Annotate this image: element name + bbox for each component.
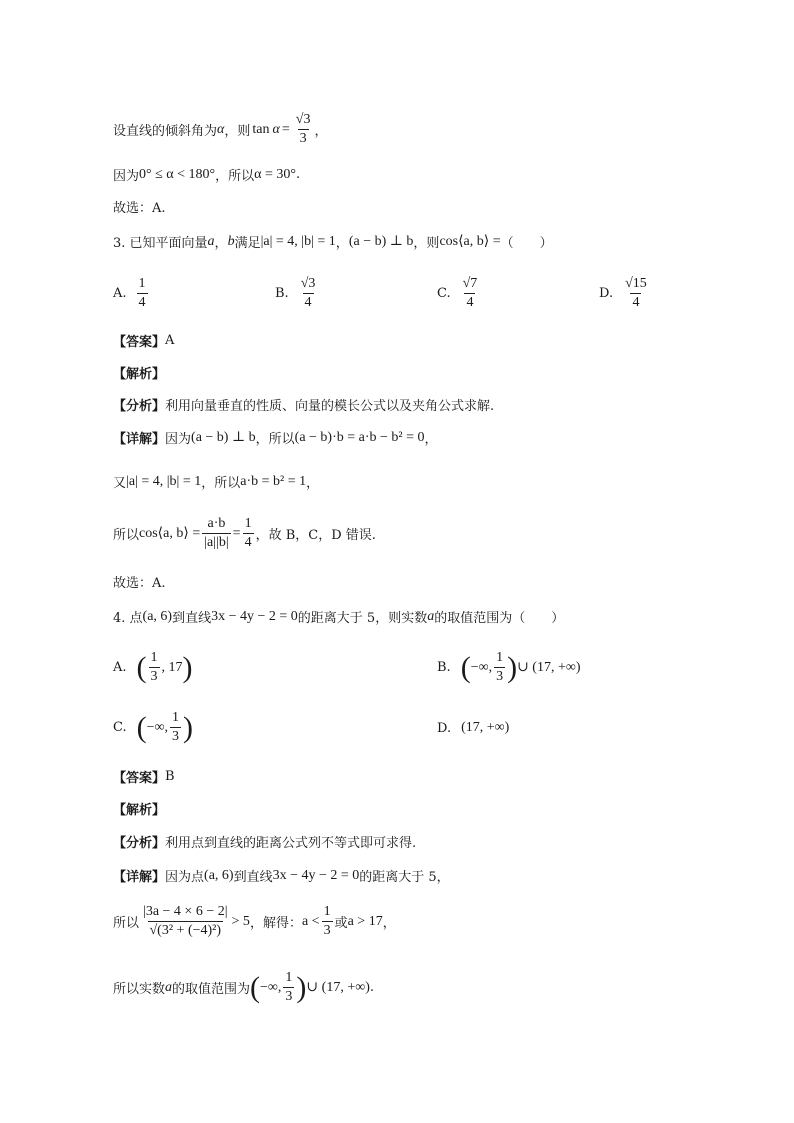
text: ，则: [413, 236, 440, 251]
option-fraction: [623, 276, 649, 311]
perpendicular-condition: (a − b) ⊥ b: [348, 234, 414, 249]
option-label: A.: [113, 286, 127, 301]
text: 设直线的倾斜角为: [113, 124, 218, 139]
option-label: D.: [599, 286, 614, 301]
final-fraction: [283, 970, 294, 1005]
tan-function: tan: [252, 121, 270, 137]
fraction-denominator: 4: [466, 295, 474, 310]
detail-line-2: [113, 904, 396, 939]
text: 又: [113, 476, 127, 491]
right-paren: ): [296, 970, 307, 1004]
equals-sign: =: [232, 525, 241, 541]
text: 所以: [113, 916, 140, 931]
right-paren: ): [507, 650, 518, 684]
cos-fraction: [202, 516, 230, 551]
detail-line-1: [113, 866, 450, 885]
fraction-numerator: 1: [172, 710, 180, 725]
text: 因为: [113, 169, 140, 184]
point: (a, 6): [204, 867, 234, 883]
text: ，所以: [201, 476, 241, 491]
xiangjie-tag: 【详解】: [113, 870, 166, 885]
fenxi-text: 利用点到直线的距离公式列不等式即可求得.: [165, 836, 417, 851]
fraction-denominator: 4: [632, 295, 640, 310]
fraction-numerator: 1: [285, 970, 293, 985]
text: 所以: [113, 528, 140, 543]
text: 3. 已知平面向量: [113, 236, 208, 251]
fraction-numerator: 1: [496, 650, 504, 665]
interval-tail: ∪ (17, +∞): [306, 980, 370, 995]
text: 因为点: [165, 870, 205, 885]
option-c: [113, 710, 193, 745]
variable-a: a: [427, 608, 435, 624]
dot-product-equation: (a − b)·b = a·b − b² = 0: [294, 429, 425, 445]
fraction-denominator: √(3² + (−4)²): [149, 923, 222, 938]
option-d: [437, 720, 509, 736]
right-paren: ): [182, 650, 193, 684]
fraction-numerator: |3a − 4 × 6 − 2|: [143, 904, 228, 919]
text: ，: [306, 476, 320, 491]
option-d: [599, 276, 651, 311]
option-label: C.: [113, 720, 127, 735]
text: 满足: [234, 236, 261, 251]
alpha-symbol: α: [272, 121, 280, 137]
left-paren: (: [136, 710, 147, 744]
analysis-summary: [113, 832, 416, 851]
interval-head: −∞,: [260, 979, 282, 995]
inequality: 0° ≤ α < 180°: [139, 166, 216, 182]
perpendicular-condition: (a − b) ⊥ b: [191, 430, 256, 445]
cos-expression: cos⟨a, b⟩ =: [439, 234, 501, 249]
fraction-denominator: 3: [496, 669, 504, 684]
fenxi-text: 利用向量垂直的性质、向量的模长公式以及夹角公式求解.: [165, 399, 495, 414]
text: 到直线: [233, 870, 273, 885]
option-fraction: [137, 276, 148, 311]
variable-a: a: [165, 979, 173, 995]
choose-line: 故选：A.: [113, 201, 166, 216]
text: ，: [335, 236, 349, 251]
answer-tag: 【答案】: [113, 335, 166, 350]
option-label: B.: [275, 286, 289, 301]
analysis-tag: 【解析】: [113, 367, 166, 382]
point: (a, 6): [142, 608, 173, 624]
detail-line-3: [113, 970, 374, 1005]
text: 所以实数: [113, 982, 166, 997]
fraction-numerator: a·b: [207, 516, 226, 531]
solution-2: a > 17: [347, 913, 383, 929]
fraction-numerator: √7: [462, 276, 478, 291]
answer-tag: 【答案】: [113, 771, 166, 786]
interval-head: −∞,: [146, 719, 169, 735]
answer-value: B: [165, 769, 175, 784]
fraction-denominator: 4: [304, 295, 312, 310]
fraction-numerator: 1: [244, 516, 252, 531]
detail-line-1: [113, 428, 438, 447]
left-paren: (: [460, 650, 471, 684]
interval-head: −∞,: [470, 659, 493, 675]
option-a: [113, 276, 150, 311]
fenxi-tag: 【分析】: [113, 836, 166, 851]
text: ，: [382, 916, 396, 931]
fraction-denominator: 3: [299, 131, 307, 146]
fraction-numerator: √3: [300, 276, 316, 291]
fraction-denominator: 3: [172, 729, 180, 744]
text: 4. 点: [113, 611, 143, 626]
option-fraction: [170, 710, 181, 745]
text: ，所以: [255, 432, 295, 447]
condition: |a| = 4, |b| = 1: [126, 473, 202, 489]
alpha-symbol: α: [217, 121, 225, 137]
option-label: D.: [437, 720, 452, 736]
solution-line-tan: [113, 112, 327, 147]
text: ，: [214, 236, 228, 251]
fraction-denominator: 4: [138, 295, 146, 310]
interval-tail: , 17: [161, 659, 183, 675]
fraction-numerator: 1: [323, 904, 331, 919]
text: 或: [334, 916, 348, 931]
left-paren: (: [250, 970, 261, 1004]
option-b: [275, 276, 319, 311]
option-label: B.: [437, 660, 451, 675]
text: ，则: [224, 124, 251, 139]
detail-line-3: [113, 516, 376, 551]
text: ，解得：: [249, 916, 302, 931]
answer-line: [113, 331, 174, 350]
text: 的取值范围为（ ）: [434, 611, 565, 626]
solution-line-range: [113, 165, 300, 184]
text: .: [369, 980, 374, 995]
solution-fraction: [322, 904, 333, 939]
option-c: [437, 276, 481, 311]
question-3-stem: [113, 232, 553, 251]
analysis-summary: [113, 395, 494, 414]
left-paren: (: [136, 650, 147, 684]
distance-fraction: [141, 904, 230, 939]
text: ，: [314, 124, 328, 139]
right-paren: ): [183, 710, 194, 744]
interval-tail: ∪ (17, +∞): [517, 660, 581, 675]
option-label: A.: [113, 660, 127, 675]
text: 因为: [165, 432, 192, 447]
text: 的距离大于 5，则实数: [297, 611, 428, 626]
fraction-numerator: √15: [625, 276, 647, 291]
choose-line: 故选：A.: [113, 576, 166, 591]
fraction-denominator: 3: [323, 923, 331, 938]
text: 的取值范围为: [172, 982, 251, 997]
fenxi-tag: 【分析】: [113, 399, 166, 414]
text: ，: [424, 432, 438, 447]
option-b: [437, 650, 581, 685]
vector-a: a: [207, 233, 215, 249]
analysis-tag: 【解析】: [113, 803, 166, 818]
equals-sign: =: [281, 121, 290, 137]
detail-line-2: [113, 472, 319, 491]
option-label: C.: [437, 286, 451, 301]
text: ，故 B，C，D 错误.: [255, 528, 376, 543]
interval: (17, +∞): [461, 720, 510, 735]
option-a: [113, 650, 193, 685]
fraction-denominator: 4: [244, 535, 252, 550]
result: α = 30°: [254, 166, 296, 182]
line-equation: 3x − 4y − 2 = 0: [211, 608, 298, 624]
fraction-denominator: 3: [285, 989, 293, 1004]
question-4-stem: [113, 607, 564, 626]
cos-expression: cos⟨a, b⟩ =: [139, 526, 201, 541]
fraction-numerator: 1: [138, 276, 146, 291]
option-fraction: [461, 276, 480, 311]
condition: |a| = 4, |b| = 1: [260, 233, 336, 249]
dot-product-value: a·b = b² = 1: [240, 473, 307, 489]
xiangjie-tag: 【详解】: [113, 432, 166, 447]
inequality: > 5: [231, 913, 250, 929]
fraction-numerator: 1: [150, 650, 158, 665]
text: 到直线: [172, 611, 212, 626]
vector-b: b: [227, 233, 235, 249]
text: 的距离大于 5，: [359, 870, 450, 885]
answer-line: [113, 767, 175, 786]
result-fraction: [243, 516, 254, 551]
option-fraction: [299, 276, 318, 311]
option-fraction: [494, 650, 505, 685]
answer-blank: （ ）: [500, 236, 553, 251]
line-equation: 3x − 4y − 2 = 0: [272, 867, 360, 883]
fraction-sqrt3-over-3: [294, 112, 313, 147]
fraction-numerator: √3: [295, 112, 311, 127]
solution-1: a <: [301, 913, 320, 929]
text: ，所以: [215, 169, 255, 184]
answer-value: A: [165, 333, 175, 348]
option-fraction: [149, 650, 160, 685]
text: .: [296, 167, 301, 182]
fraction-denominator: |a||b|: [204, 535, 229, 550]
fraction-denominator: 3: [150, 669, 158, 684]
